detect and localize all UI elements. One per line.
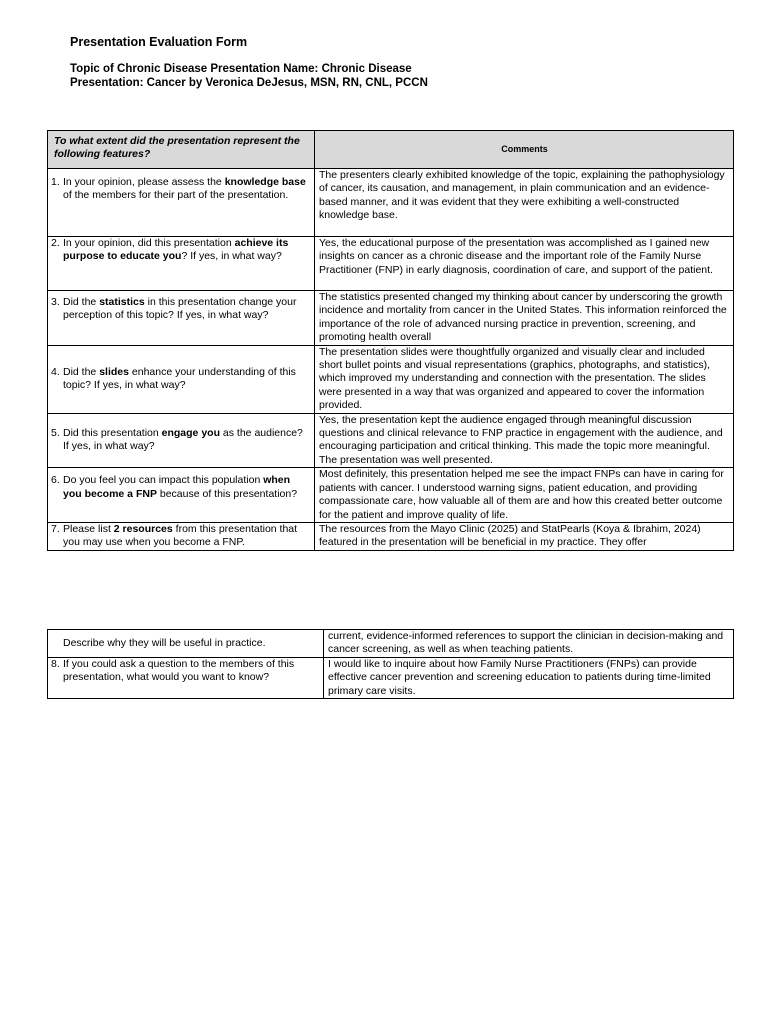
table-row xyxy=(48,522,734,550)
comment-cell: Yes, the educational purpose of the presentation was accomplished as I gained new insights on cancer as a chronic disease and the important role of the Family Nurse Practitioner (FNP) in early diagnosis, coordination of care, and support of the patient. xyxy=(315,237,734,291)
comment-cell: The presenters clearly exhibited knowledge of the topic, explaining the pathophysiology of cancer, its causation, and management, in plain communication and an evidence-based manner, and it was evident that they were exhibiting a well-constructed knowledge base. xyxy=(315,169,734,237)
table-row xyxy=(48,237,734,291)
topic-heading xyxy=(70,62,710,90)
comment-cell: I would like to inquire about how Family Nurse Practitioners (FNPs) can provide effective cancer prevention and screening education to patients during time-limited primary care visits. xyxy=(324,657,734,698)
table-header-row xyxy=(48,131,734,169)
comment-cell: The resources from the Mayo Clinic (2025) and StatPearls (Koya & Ibrahim, 2024) featured in the presentation will be beneficial in my practice. They offer xyxy=(315,522,734,550)
question-cell xyxy=(48,291,315,346)
comment-cell: The presentation slides were thoughtfully organized and visually clear and included short bullet points and visual representations (graphics, photographs, and statistics), which improved my understanding and connection with the presentation. The slides were presented in a way that was organized and appeared to cover the information provided. xyxy=(315,345,734,413)
question-text: If you could ask a question to the members of this presentation, what would you want to know? xyxy=(63,657,295,684)
question-number: 7. xyxy=(51,522,60,535)
question-number: 8. xyxy=(51,657,60,670)
question-cell xyxy=(48,237,315,291)
comment-cell: current, evidence-informed references to support the clinician in decision-making and cancer screening, as well as when teaching patients. xyxy=(324,630,734,658)
table-row xyxy=(48,413,734,468)
question-number: 2. xyxy=(51,237,60,249)
question-number: 1. xyxy=(51,176,60,188)
table-row xyxy=(48,291,734,346)
question-text: In your opinion, please assess the knowledge base of the members for their part of the presentation. xyxy=(63,176,306,202)
question-number: 5. xyxy=(51,427,60,440)
question-cell xyxy=(48,169,315,237)
table-row xyxy=(48,630,734,658)
question-text: Did the statistics in this presentation change your perception of this topic? If yes, in what way? xyxy=(63,296,297,322)
evaluation-table-continued xyxy=(47,629,734,699)
comment-cell: Most definitely, this presentation helped me see the impact FNPs can have in caring for patients with cancer. I understood warning signs, patient education, and providing compassionate care, how valuable all of them are and how this created better outcome for the patient and improve quality of life. xyxy=(315,468,734,523)
question-cell xyxy=(48,657,324,698)
topic-line-1: Topic of Chronic Disease Presentation Name: Chronic Disease xyxy=(70,63,412,75)
question-cell xyxy=(48,413,315,468)
table-row xyxy=(48,345,734,413)
question-number: 6. xyxy=(51,474,60,487)
question-number: 3. xyxy=(51,296,60,308)
question-text: Did this presentation engage you as the audience? If yes, in what way? xyxy=(63,427,303,453)
question-text: Please list 2 resources from this presentation that you may use when you become a FNP. xyxy=(63,522,298,549)
question-cell-continued: Describe why they will be useful in practice. xyxy=(48,630,324,658)
table-row xyxy=(48,657,734,698)
comment-cell: Yes, the presentation kept the audience engaged through meaningful discussion questions and clinical relevance to FNP practice in engagement with the audience, and encouraging participation and critical thinking. This made the topic more meaningful. The presentation was well presented. xyxy=(315,413,734,468)
table-row xyxy=(48,468,734,523)
question-cell xyxy=(48,522,315,550)
comments-column-header: Comments xyxy=(315,131,734,169)
features-column-header: To what extent did the presentation represent the following features? xyxy=(48,131,315,169)
question-text: In your opinion, did this presentation achieve its purpose to educate you? If yes, in what way? xyxy=(63,237,289,263)
table-row xyxy=(48,169,734,237)
question-text: Did the slides enhance your understanding of this topic? If yes, in what way? xyxy=(63,365,296,392)
question-cell xyxy=(48,345,315,413)
question-number: 4. xyxy=(51,365,60,378)
form-title: Presentation Evaluation Form xyxy=(70,35,248,49)
question-text: Do you feel you can impact this population when you become a FNP because of this presentation? xyxy=(63,474,298,500)
evaluation-table xyxy=(47,130,734,551)
topic-line-2: Presentation: Cancer by Veronica DeJesus, MSN, RN, CNL, PCCN xyxy=(70,77,428,89)
question-cell xyxy=(48,468,315,523)
comment-cell: The statistics presented changed my thinking about cancer by underscoring the growth incidence and mortality from cancer in the United States. This information reinforced the importance of the role of advanced nursing practice in prevention, screening, and promoting health overall xyxy=(315,291,734,346)
